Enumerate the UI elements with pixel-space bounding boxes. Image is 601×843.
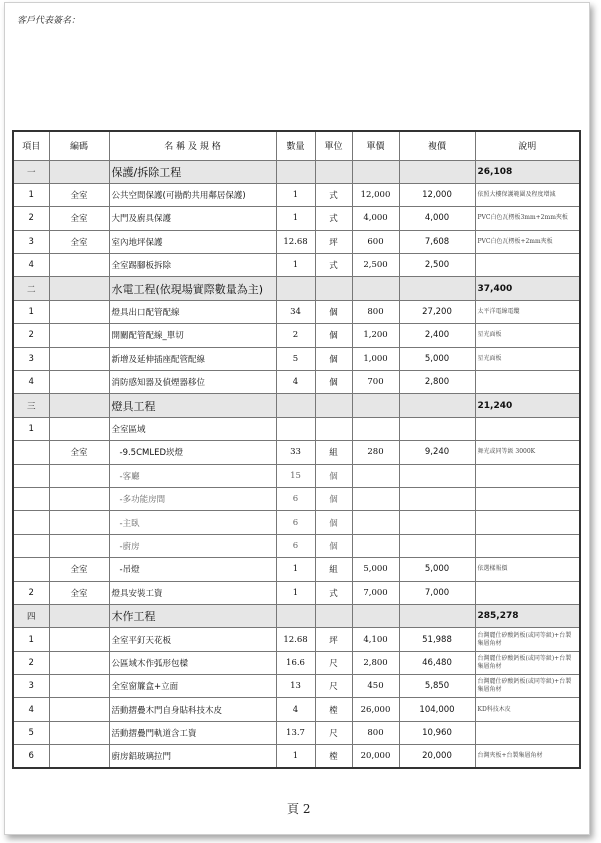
- item-unit-price: [352, 417, 399, 440]
- table-row: [13, 417, 580, 440]
- section-number: 二: [13, 277, 49, 300]
- item-number: 2: [13, 581, 49, 604]
- item-number: 2: [13, 651, 49, 674]
- table-row: [13, 721, 580, 744]
- item-number: 3: [13, 347, 49, 370]
- item-unit: 坪: [315, 230, 352, 253]
- item-code: [49, 300, 109, 323]
- table-row: [13, 698, 580, 721]
- item-note: 依選樣報價: [475, 558, 580, 581]
- item-amount: 5,850: [399, 675, 475, 698]
- table-row: [13, 300, 580, 323]
- item-amount: 5,000: [399, 347, 475, 370]
- item-unit-price: [352, 534, 399, 557]
- section-number: 一: [13, 160, 49, 183]
- item-code: [49, 487, 109, 510]
- item-note: KD科技木皮: [475, 698, 580, 721]
- table-row: [13, 745, 580, 768]
- item-unit: 式: [315, 254, 352, 277]
- item-amount: 9,240: [399, 441, 475, 464]
- item-unit: 組: [315, 441, 352, 464]
- item-unit-price: 600: [352, 230, 399, 253]
- item-unit: [315, 417, 352, 440]
- item-note: PVC白色瓦楞板3mm+2mm夾板: [475, 207, 580, 230]
- item-unit-price: 12,000: [352, 183, 399, 206]
- item-unit-price: [352, 464, 399, 487]
- item-amount: [399, 464, 475, 487]
- item-unit: 個: [315, 371, 352, 394]
- section-empty-cell: [276, 160, 315, 183]
- item-code: 全室: [49, 558, 109, 581]
- item-quantity: 12.68: [276, 628, 315, 651]
- section-empty-cell: [315, 277, 352, 300]
- table-row: [13, 371, 580, 394]
- item-name: 燈具安裝工資: [109, 581, 276, 604]
- header-cell: 項目: [13, 131, 49, 160]
- table-row: [13, 254, 580, 277]
- item-quantity: 2: [276, 324, 315, 347]
- section-number: 三: [13, 394, 49, 417]
- item-code: [49, 347, 109, 370]
- item-quantity: 1: [276, 183, 315, 206]
- item-number: [13, 534, 49, 557]
- item-unit: 尺: [315, 651, 352, 674]
- item-code: [49, 628, 109, 651]
- item-quantity: 1: [276, 254, 315, 277]
- item-name: 大門及廚具保護: [109, 207, 276, 230]
- item-number: 4: [13, 254, 49, 277]
- item-code: [49, 324, 109, 347]
- item-note: 舞光或同等級 3000K: [475, 441, 580, 464]
- item-quantity: 15: [276, 464, 315, 487]
- item-unit: 尺: [315, 675, 352, 698]
- item-unit: 個: [315, 511, 352, 534]
- item-amount: [399, 534, 475, 557]
- item-note: [475, 721, 580, 744]
- item-unit-price: 800: [352, 300, 399, 323]
- item-note: [475, 254, 580, 277]
- item-code: [49, 675, 109, 698]
- item-quantity: 1: [276, 558, 315, 581]
- item-name: 消防感知器及偵煙器移位: [109, 371, 276, 394]
- item-unit-price: 7,000: [352, 581, 399, 604]
- item-note: 依照大樓保護範圍及程度增減: [475, 183, 580, 206]
- header-cell: 名 稱 及 規 格: [109, 131, 276, 160]
- item-amount: 2,400: [399, 324, 475, 347]
- item-code: [49, 417, 109, 440]
- item-quantity: 1: [276, 207, 315, 230]
- table-row: [13, 534, 580, 557]
- item-note: 台灣麗仕矽酸鈣板(或同等級)+台製集層角材: [475, 628, 580, 651]
- item-name: 活動摺疊門軌道含工資: [109, 721, 276, 744]
- section-title: 燈具工程: [109, 394, 276, 417]
- item-note: [475, 464, 580, 487]
- section-empty-cell: [276, 394, 315, 417]
- item-amount: 20,000: [399, 745, 475, 768]
- item-unit: 個: [315, 464, 352, 487]
- section-row: [13, 160, 580, 183]
- item-note: [475, 417, 580, 440]
- item-number: 2: [13, 324, 49, 347]
- item-unit: 式: [315, 183, 352, 206]
- item-name: 公區域木作弧形包樑: [109, 651, 276, 674]
- section-row: [13, 394, 580, 417]
- item-unit: 個: [315, 347, 352, 370]
- item-name: 開關配管配線_單切: [109, 324, 276, 347]
- item-unit-price: 1,000: [352, 347, 399, 370]
- item-unit: 個: [315, 324, 352, 347]
- section-code: [49, 277, 109, 300]
- item-unit-price: 4,100: [352, 628, 399, 651]
- item-quantity: 34: [276, 300, 315, 323]
- item-code: [49, 651, 109, 674]
- header-cell: 說明: [475, 131, 580, 160]
- table-row: [13, 581, 580, 604]
- item-note: 星光面板: [475, 347, 580, 370]
- header-cell: 單位: [315, 131, 352, 160]
- item-code: [49, 745, 109, 768]
- item-quantity: 1: [276, 581, 315, 604]
- item-unit: 坪: [315, 628, 352, 651]
- item-unit-price: 26,000: [352, 698, 399, 721]
- item-amount: 46,480: [399, 651, 475, 674]
- item-unit-price: [352, 511, 399, 534]
- item-amount: 5,000: [399, 558, 475, 581]
- section-empty-cell: [352, 277, 399, 300]
- section-empty-cell: [399, 160, 475, 183]
- item-unit-price: 2,800: [352, 651, 399, 674]
- item-quantity: 1: [276, 745, 315, 768]
- item-note: [475, 371, 580, 394]
- section-code: [49, 394, 109, 417]
- item-unit-price: 5,000: [352, 558, 399, 581]
- item-code: [49, 371, 109, 394]
- table-row: [13, 487, 580, 510]
- section-empty-cell: [276, 277, 315, 300]
- section-code: [49, 160, 109, 183]
- item-quantity: 6: [276, 511, 315, 534]
- table-row: [13, 441, 580, 464]
- item-amount: 7,000: [399, 581, 475, 604]
- item-amount: 12,000: [399, 183, 475, 206]
- item-unit: 個: [315, 300, 352, 323]
- item-amount: 7,608: [399, 230, 475, 253]
- item-note: PVC白色瓦楞板+2mm夾板: [475, 230, 580, 253]
- item-number: [13, 487, 49, 510]
- item-name: -主臥: [109, 511, 276, 534]
- item-code: [49, 534, 109, 557]
- item-number: 1: [13, 628, 49, 651]
- table-row: [13, 347, 580, 370]
- item-number: 3: [13, 230, 49, 253]
- header-row: [13, 131, 580, 160]
- section-title: 保護/拆除工程: [109, 160, 276, 183]
- item-unit: 組: [315, 558, 352, 581]
- item-code: 全室: [49, 230, 109, 253]
- item-amount: [399, 417, 475, 440]
- item-number: [13, 511, 49, 534]
- item-code: [49, 511, 109, 534]
- item-quantity: 6: [276, 487, 315, 510]
- customer-signature-label: 客戶代表簽名：: [17, 16, 81, 26]
- item-unit-price: [352, 487, 399, 510]
- section-empty-cell: [352, 160, 399, 183]
- quotation-table: [12, 130, 581, 769]
- section-empty-cell: [399, 604, 475, 627]
- table-row: [13, 558, 580, 581]
- item-name: 全室平釘天花板: [109, 628, 276, 651]
- item-note: 太平洋電線電纜: [475, 300, 580, 323]
- item-name: 全室踢腳板拆除: [109, 254, 276, 277]
- item-name: -吊燈: [109, 558, 276, 581]
- item-note: [475, 534, 580, 557]
- item-quantity: 12.68: [276, 230, 315, 253]
- section-empty-cell: [399, 394, 475, 417]
- item-number: 4: [13, 698, 49, 721]
- item-number: 1: [13, 183, 49, 206]
- item-name: -9.5CMLED崁燈: [109, 441, 276, 464]
- item-number: [13, 441, 49, 464]
- item-quantity: 4: [276, 371, 315, 394]
- item-amount: 51,988: [399, 628, 475, 651]
- header-cell: 複價: [399, 131, 475, 160]
- section-total: 21,240: [475, 394, 580, 417]
- item-code: [49, 464, 109, 487]
- item-number: 4: [13, 371, 49, 394]
- item-name: 全室窗簾盒+立面: [109, 675, 276, 698]
- item-note: 星光面板: [475, 324, 580, 347]
- section-empty-cell: [352, 604, 399, 627]
- section-code: [49, 604, 109, 627]
- item-amount: 27,200: [399, 300, 475, 323]
- table-row: [13, 651, 580, 674]
- item-quantity: 4: [276, 698, 315, 721]
- item-name: 廚房鋁玻璃拉門: [109, 745, 276, 768]
- item-unit-price: 4,000: [352, 207, 399, 230]
- item-amount: 104,000: [399, 698, 475, 721]
- item-code: [49, 254, 109, 277]
- item-quantity: 5: [276, 347, 315, 370]
- item-unit-price: 450: [352, 675, 399, 698]
- item-quantity: [276, 417, 315, 440]
- item-note: [475, 581, 580, 604]
- section-number: 四: [13, 604, 49, 627]
- item-number: 3: [13, 675, 49, 698]
- section-empty-cell: [276, 604, 315, 627]
- section-total: 37,400: [475, 277, 580, 300]
- item-unit-price: 2,500: [352, 254, 399, 277]
- section-empty-cell: [315, 160, 352, 183]
- table-row: [13, 324, 580, 347]
- item-amount: 2,800: [399, 371, 475, 394]
- item-note: 台灣麗仕矽酸鈣板(或同等級)+台製集層角材: [475, 651, 580, 674]
- item-number: 6: [13, 745, 49, 768]
- page-number: 頁 2: [287, 802, 311, 816]
- item-unit: 個: [315, 487, 352, 510]
- item-code: [49, 698, 109, 721]
- item-unit: 個: [315, 534, 352, 557]
- item-name: -廚房: [109, 534, 276, 557]
- item-quantity: 13: [276, 675, 315, 698]
- header-cell: 單價: [352, 131, 399, 160]
- section-total: 26,108: [475, 160, 580, 183]
- item-unit: 式: [315, 207, 352, 230]
- item-unit-price: 1,200: [352, 324, 399, 347]
- section-empty-cell: [315, 394, 352, 417]
- item-unit-price: 800: [352, 721, 399, 744]
- item-unit: 尺: [315, 721, 352, 744]
- item-number: [13, 558, 49, 581]
- item-number: 1: [13, 417, 49, 440]
- section-empty-cell: [399, 277, 475, 300]
- section-row: [13, 604, 580, 627]
- item-unit-price: 20,000: [352, 745, 399, 768]
- item-name: -客廳: [109, 464, 276, 487]
- item-note: 台灣夾板+台製集層角材: [475, 745, 580, 768]
- item-unit-price: 700: [352, 371, 399, 394]
- section-empty-cell: [315, 604, 352, 627]
- item-amount: [399, 487, 475, 510]
- item-unit: 樘: [315, 698, 352, 721]
- item-quantity: 6: [276, 534, 315, 557]
- item-number: 5: [13, 721, 49, 744]
- item-amount: 4,000: [399, 207, 475, 230]
- item-amount: 2,500: [399, 254, 475, 277]
- item-quantity: 16.6: [276, 651, 315, 674]
- item-code: 全室: [49, 441, 109, 464]
- item-code: [49, 721, 109, 744]
- item-name: 全室區域: [109, 417, 276, 440]
- item-unit-price: 280: [352, 441, 399, 464]
- section-total: 285,278: [475, 604, 580, 627]
- item-note: [475, 511, 580, 534]
- item-number: 2: [13, 207, 49, 230]
- item-code: 全室: [49, 207, 109, 230]
- table-row: [13, 230, 580, 253]
- item-note: 台灣麗仕矽酸鈣板(或同等級)+台製集層角材: [475, 675, 580, 698]
- item-name: 燈具出口配管配線: [109, 300, 276, 323]
- section-title: 木作工程: [109, 604, 276, 627]
- table-row: [13, 628, 580, 651]
- item-name: 新增及延伸插座配管配線: [109, 347, 276, 370]
- section-title: 水電工程(依現場實際數量為主): [109, 277, 276, 300]
- table-row: [13, 207, 580, 230]
- item-name: 活動摺疊木門自身貼科技木皮: [109, 698, 276, 721]
- item-name: -多功能房間: [109, 487, 276, 510]
- header-cell: 數量: [276, 131, 315, 160]
- item-name: 室內地坪保護: [109, 230, 276, 253]
- item-quantity: 13.7: [276, 721, 315, 744]
- table-row: [13, 511, 580, 534]
- item-number: [13, 464, 49, 487]
- item-unit: 式: [315, 581, 352, 604]
- section-empty-cell: [352, 394, 399, 417]
- item-note: [475, 487, 580, 510]
- item-amount: 10,960: [399, 721, 475, 744]
- table-row: [13, 675, 580, 698]
- header-cell: 編碼: [49, 131, 109, 160]
- item-number: 1: [13, 300, 49, 323]
- item-unit: 樘: [315, 745, 352, 768]
- table-row: [13, 464, 580, 487]
- item-quantity: 33: [276, 441, 315, 464]
- table-row: [13, 183, 580, 206]
- section-row: [13, 277, 580, 300]
- item-name: 公共空間保護(可勘酌共用鄰居保護): [109, 183, 276, 206]
- item-code: 全室: [49, 581, 109, 604]
- item-code: 全室: [49, 183, 109, 206]
- item-amount: [399, 511, 475, 534]
